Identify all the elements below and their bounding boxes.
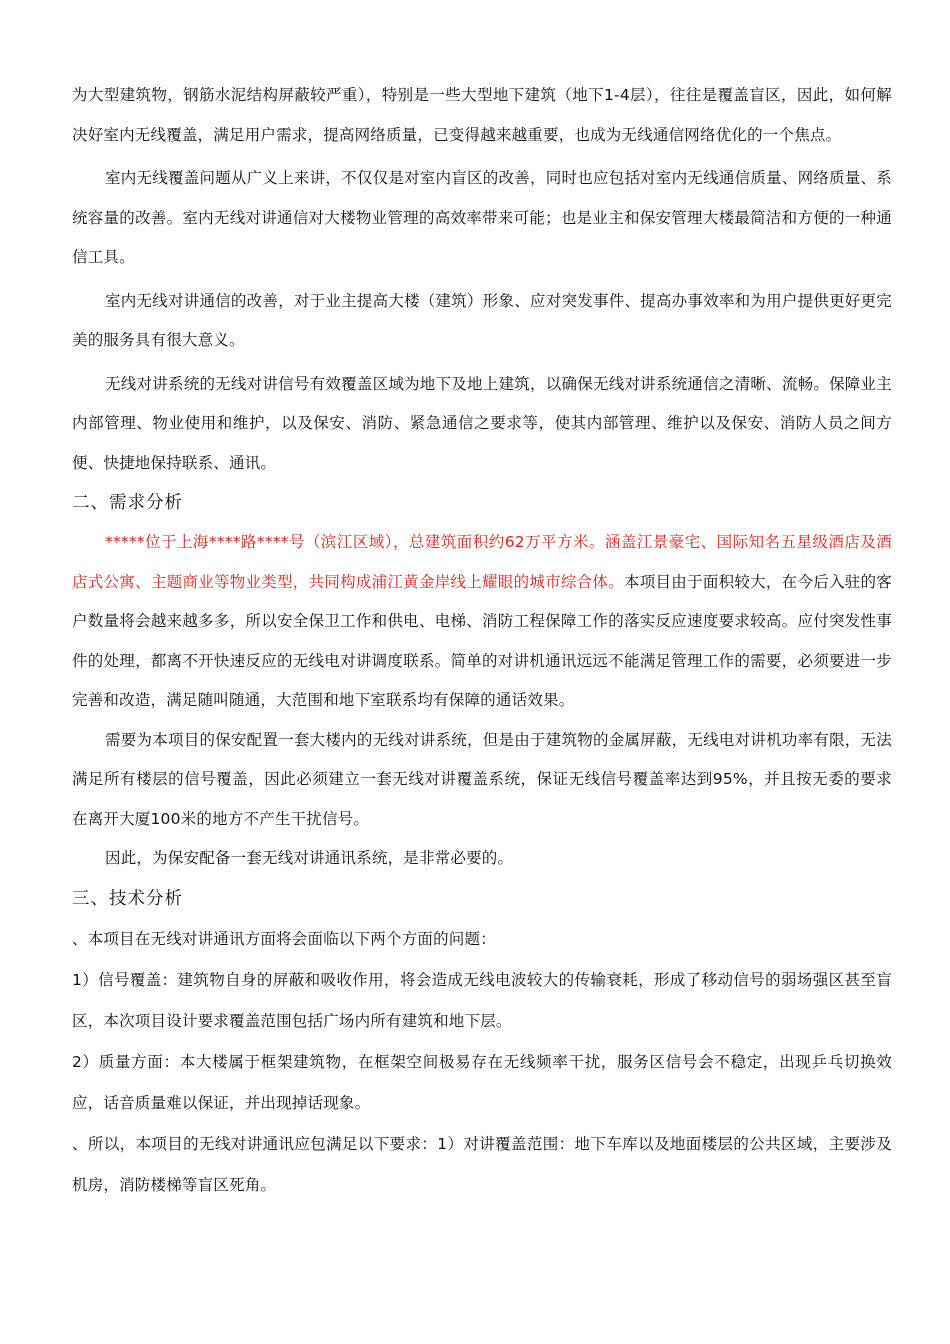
technical-item-signal-coverage: 1）信号覆盖：建筑物自身的屏蔽和吸收作用，将会造成无线电波较大的传输衰耗，形成了移动信号的弱场强区甚至盲区，本次项目设计要求覆盖范围包括广场内所有建筑和地下层。 [72, 970, 892, 1030]
technical-item-quality: 2）质量方面：本大楼属于框架建筑物，在框架空间极易存在无线频率干扰，服务区信号会不稳定，出现乒乓切换效应，话音质量难以保证，并出现掉话现象。 [72, 1052, 892, 1112]
paragraph-project-overview [72, 523, 892, 721]
section-heading-technical: 三、技术分析 [72, 888, 183, 909]
paragraph-intro: 为大型建筑物，钢筋水泥结构屏蔽较严重），特别是一些大型地下建筑（地下1-4层），往往是覆盖盲区，因此，如何解决好室内无线覆盖，满足用户需求，提高网络质量，已变得越来越重要，也成为无线通信网络优化的一个焦点。 [72, 86, 892, 144]
technical-requirements: 、所以，本项目的无线对讲通讯应包满足以下要求：1）对讲覆盖范围：地下车库以及地面楼层的公共区域，主要涉及机房，消防楼梯等盲区死角。 [72, 1134, 892, 1194]
paragraph-coverage-area: 无线对讲系统的无线对讲信号有效覆盖区域为地下及地上建筑，以确保无线对讲系统通信之清晰、流畅。保障业主内部管理、物业使用和维护，以及保安、消防、紧急通信之要求等，使其内部管理、维护以及保安、消防人员之间方便、快捷地保持联系、通讯。 [72, 374, 892, 472]
paragraph-conclusion: 因此，为保安配备一套无线对讲通讯系统，是非常必要的。 [105, 849, 514, 867]
technical-intro: 、本项目在无线对讲通讯方面将会面临以下两个方面的问题： [72, 929, 496, 948]
highlighted-project-description: *****位于上海****路****号（滨江区域），总建筑面积约62万平方米。涵盖江景豪宅、国际知名五星级酒店及酒店式公寓、主题商业等物业类型，共同构成浦江黄金岸线上耀眼的城市综合体。 [72, 533, 892, 591]
section-heading-requirements: 二、需求分析 [72, 493, 183, 513]
document-body [72, 76, 892, 1206]
project-requirements-text: 本项目由于面积较大，在今后入驻的客户数量将会越来越多多，所以安全保卫工作和供电、电梯、消防工程保障工作的落实反应速度要求较高。应付突发性事件的处理，都离不开快速反应的无线电对讲调度联系。简单的对讲机通讯远远不能满足管理工作的需要，必须要进一步完善和改造，满足随叫随通，大范围和地下室联系均有保障的通话效果。 [72, 572, 892, 709]
paragraph-improvement: 室内无线对讲通信的改善，对于业主提高大楼（建筑）形象、应对突发事件、提高办事效率和为用户提供更好更完美的服务具有很大意义。 [72, 291, 892, 349]
paragraph-system-need: 需要为本项目的保安配置一套大楼内的无线对讲系统，但是由于建筑物的金属屏蔽，无线电对讲机功率有限，无法满足所有楼层的信号覆盖，因此必须建立一套无线对讲覆盖系统，保证无线信号覆盖率达到95%，并且按无委的要求在离开大厦100米的地方不产生干扰信号。 [72, 730, 892, 828]
paragraph-indoor-coverage: 室内无线覆盖问题从广义上来讲，不仅仅是对室内盲区的改善，同时也应包括对室内无线通信质量、网络质量、系统容量的改善。室内无线对讲通信对大楼物业管理的高效率带来可能；也是业主和保安管理大楼最简洁和方便的一种通信工具。 [72, 169, 892, 266]
